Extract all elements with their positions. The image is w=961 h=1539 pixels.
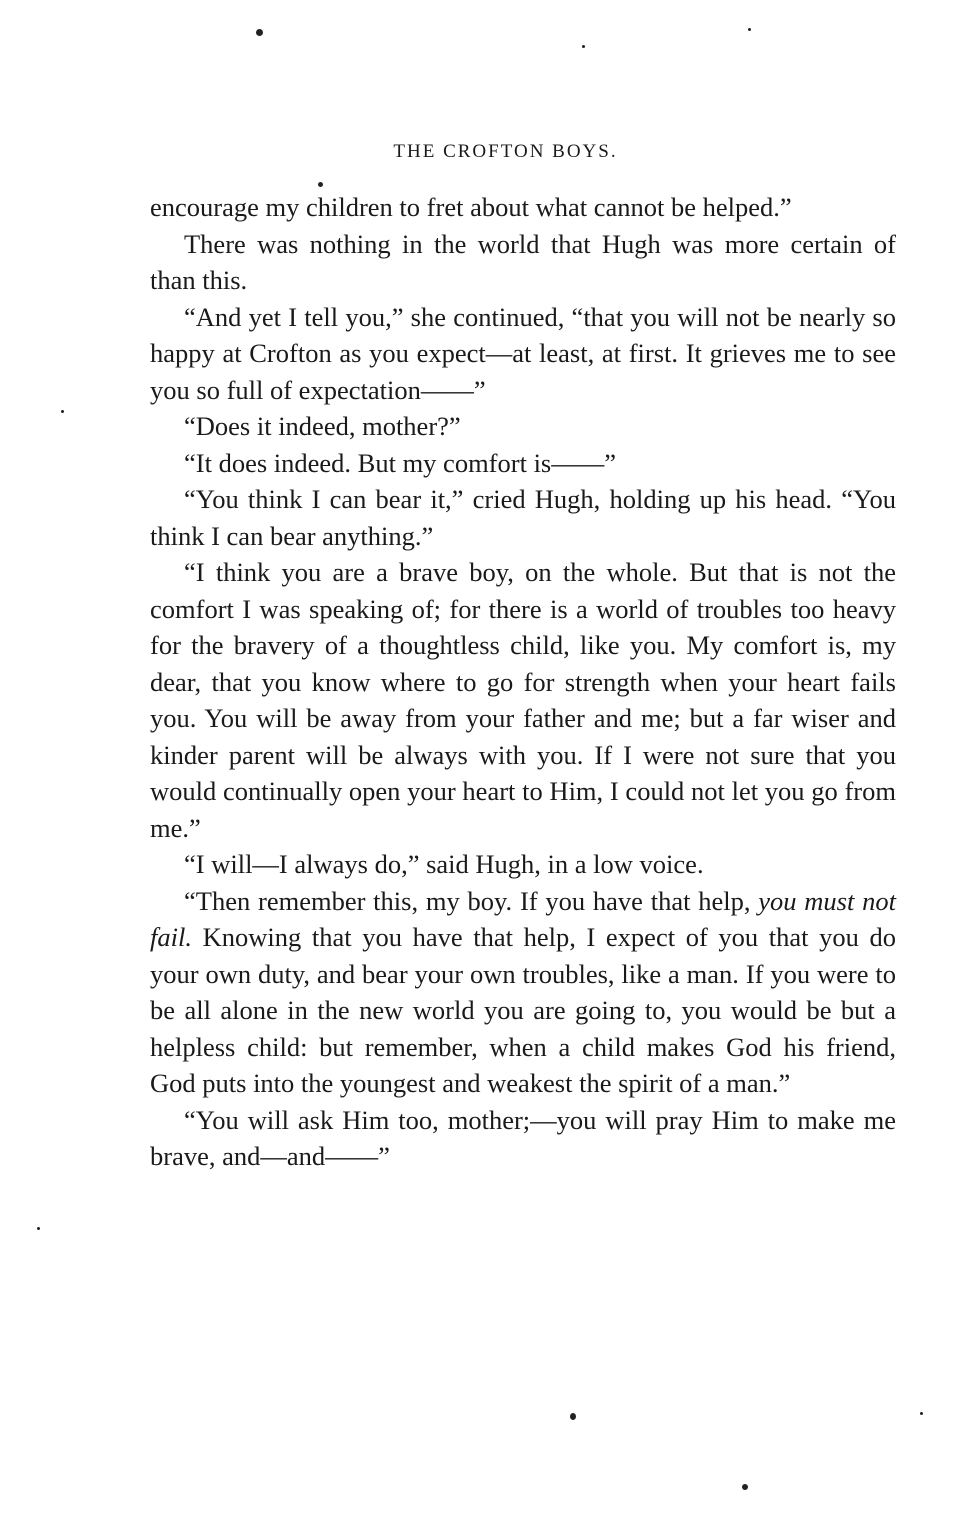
paragraph-then-remember [150,883,896,1102]
paragraph-brave-boy: “I think you are a brave boy, on the whole. But that is not the comfort I was speaking of; for there is a world of troubles too heavy for the bravery of a thoughtless child, like you. My comfort is, my dear, that you know where to go for strength when your heart fails you. You will be away from your father and me; but a far wiser and kinder parent will be always with you. If I were not sure that you would continually open your heart to Him, I could not let you go from me.” [150,557,896,843]
paragraph-ask-him-too: “You will ask Him too, mother;—you will pray Him to make me brave, and—and——” [150,1104,896,1171]
scan-speck [318,182,323,187]
scan-speck [256,29,263,36]
then-paragraph-start: “Then remember this, my boy. If you have that help, [184,885,759,916]
paragraph-nothing-in-world: There was nothing in the world that Hugh was more certain of than this. [150,228,896,295]
paragraph-does-it-indeed: “Does it indeed, mother?” [184,411,461,441]
scan-speck [582,45,585,48]
scan-speck [37,1227,40,1230]
page-body-text [150,189,896,1175]
paragraph-and-yet: “And yet I tell you,” she continued, “that you will not be nearly so happy at Crofton as you expect—at least, at first. It grieves me to see you so full of expectation——” [150,301,896,405]
scan-speck [748,28,751,31]
paragraph-continued: encourage my children to fret about what cannot be helped.” [150,192,792,222]
scan-speck [61,410,64,413]
paragraph-it-does-indeed: “It does indeed. But my comfort is——” [184,447,617,478]
scan-speck [570,1413,576,1420]
running-header: THE CROFTON BOYS. [393,141,618,162]
paragraph-i-will: “I will—I always do,” said Hugh, in a low voice. [184,849,704,879]
then-paragraph-rest: Knowing that you have that help, I expect of you that you do your own duty, and bear your own troubles, like a man. If you were to be all alone in the new world you are going to, you would be but a helpless child: but remember, when a child makes God his friend, God puts into the youngest and weakest the spirit of a man.” [150,922,896,1098]
paragraph-you-think: “You think I can bear it,” cried Hugh, holding up his head. “You think I can bear anything.” [150,484,896,551]
emphasis-must-not-fail: you must not fail. [150,885,896,952]
scan-speck [920,1412,923,1415]
scan-speck [742,1484,748,1490]
